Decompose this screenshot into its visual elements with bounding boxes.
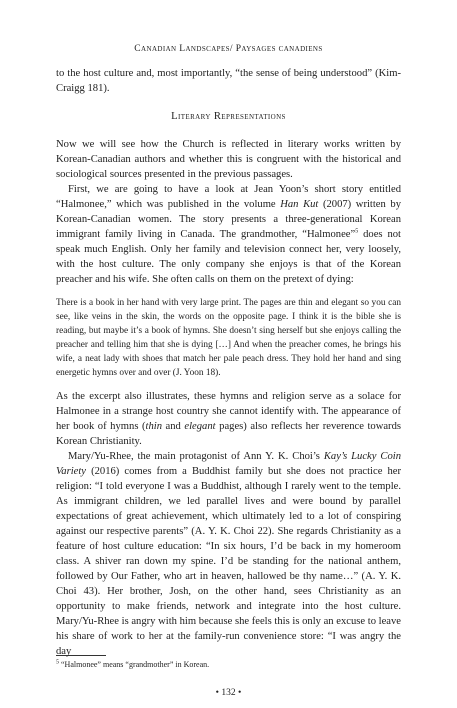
paragraph-2-text-d: does not speak much English. Only her family and television connect her, very loosely, with the host culture. The only company she enjoys is that of the Korean preacher and his wife. She often calls on them on the pretext of dying: [56,229,401,285]
book-title-han-kut: Han Kut [280,199,319,210]
emphasis-thin: thin [145,421,162,432]
paragraph-3-text-e: pages) also reflects her reverence towards Korean Christianity. [56,421,401,447]
paragraph-3-text-c: and [162,421,185,432]
paragraph-2 [56,182,401,287]
footnote-divider [56,655,106,656]
running-head: Canadian Landscapes/ Paysages canadiens [134,44,323,54]
section-heading: Literary Representations [171,111,286,122]
paragraph-2-text-c: (2007) written by Korean-Canadian women. The story presents a three-generational Korean immigrant family living in Canada. The grandmother, “Halmonee” [56,199,401,240]
paragraph-3-text-a: As the excerpt also illustrates, these hymns and religion serve as a solace for Halmonee in a strange host country she cannot identify with. The appearance of her book of hymns ( [56,391,401,432]
paragraph-2-text-a: First, we are going to have a look at Jean Yoon’s short story entitled “Halmonee,” which was published in the volume [56,184,401,210]
book-title-kays-lucky-coin-variety: Kay’s Lucky Coin Variety [56,451,401,477]
paragraph-1: Now we will see how the Church is reflected in literary works written by Korean-Canadian authors and whether this is congruent with the historical and sociological sources presented in the previous passages. [56,139,401,180]
footnote-ref-5[interactable]: 5 [355,228,359,235]
footnote-mark: 5 [56,659,59,666]
paragraph-4-text-c: (2016) comes from a Buddhist family but she does not practice her religion: “I told everyone I was a Buddhist, although I rarely went to the temple. As immigrant children, we led parallel lives and were bound by parallel expectations of great achievement, which ultimately led to a lot of conspiring against our respective parents” (A. Y. K. Choi 22). She regards Christianity as a feature of host culture education: “In six hours, I’d be back in my homeroom class. A shiver ran down my spine. I’d be standing for the national anthem, followed by Our Father, who art in heaven, hallowed be thy name…” (A. Y. K. Choi 43). Her brother, Josh, on the other hand, sees Christianity as an opportunity to make friends, network and integrate into the host culture. Mary/Yu-Rhee is angry with him because she feels this is only an excuse to leave his share of work to her at the family-run convenience store: “I was angry the day [56,466,401,657]
paragraph-intro: to the host culture and, most importantly, “the sense of being understood” (Kim-Craigg 181). [56,68,401,94]
emphasis-elegant: elegant [184,421,216,432]
paragraph-3 [56,389,401,449]
footnote-text: “Halmonee” means “grandmother” in Korean. [61,660,210,669]
paragraph-4 [56,449,401,659]
page-number: • 132 • [215,688,242,698]
body-text [56,66,401,659]
footnote-5 [56,660,401,670]
block-quote: There is a book in her hand with very large print. The pages are thin and elegant so you can see, like veins in the skin, the words on the opposite page. I think it is the bible she is reading, but maybe it’s a book of hymns. She doesn’t sing herself but she enjoys calling the preacher and telling him that she is dying […] And when the preacher comes, he brings his wife, a neat lady with shoes that match her pale peach dress. They hold her hand and sing energetic hymns over and over (J. Yoon 18). [56,298,401,378]
paragraph-4-text-a: Mary/Yu-Rhee, the main protagonist of Ann Y. K. Choi’s [68,451,324,462]
